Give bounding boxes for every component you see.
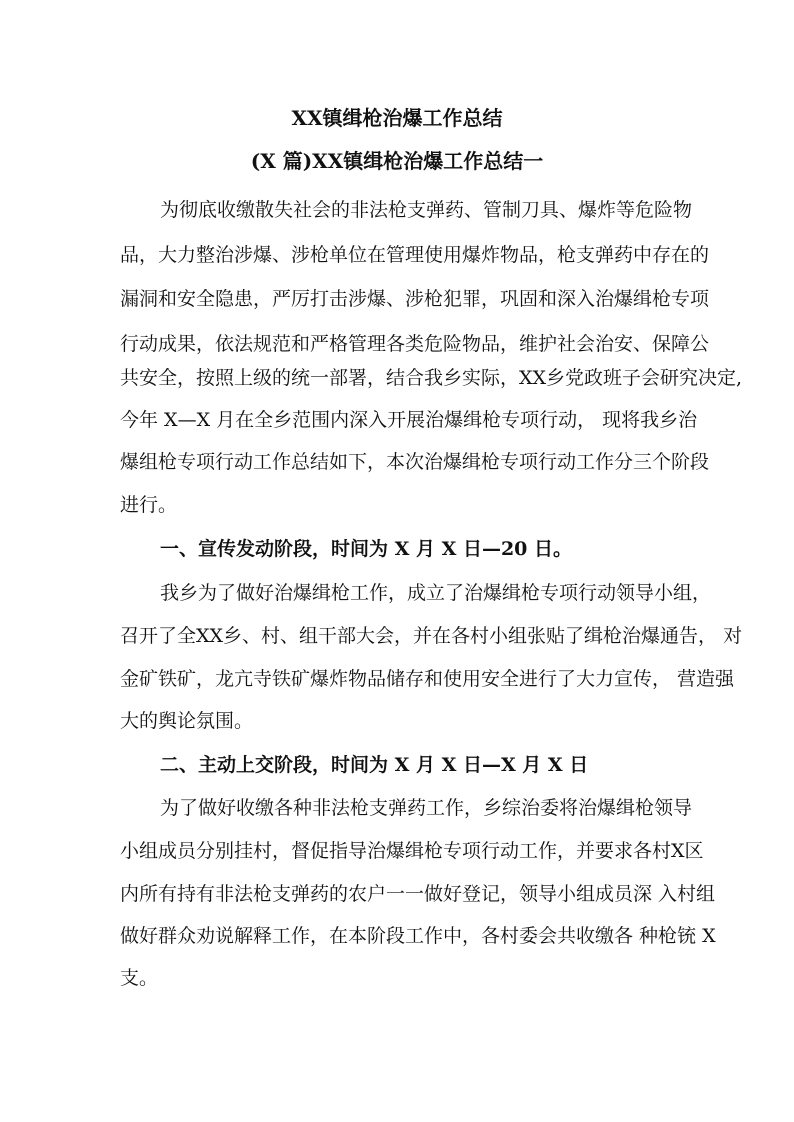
paragraph-1-line: 漏洞和安全隐患，严厉打击涉爆、涉枪犯罪，巩固和深入治爆缉枪专项 (120, 288, 710, 310)
paragraph-2-line: 召开了全XX乡、村、组干部大会，并在各村小组张贴了缉枪治爆通告， 对 (120, 625, 743, 647)
paragraph-3-line: 支。 (120, 967, 159, 989)
paragraph-1-line: 进行。 (120, 494, 178, 516)
paragraph-1-line: 今年 X—X 月在全乡范围内深入开展治爆缉枪专项行动， 现将我乡治 (120, 409, 698, 431)
paragraph-1-line: 爆组枪专项行动工作总结如下，本次治爆缉枪专项行动工作分三个阶段 (120, 451, 710, 473)
paragraph-3-line: 小组成员分别挂村，督促指导治爆缉枪专项行动工作，并要求各村X区 (120, 840, 704, 862)
paragraph-3-line: 内所有持有非法枪支弹药的农户一一做好登记，领导小组成员深 入村组 (120, 883, 716, 905)
paragraph-1-line: 共安全，按照上级的统一部署，结合我乡实际，XX乡党政班子会研究决定, (120, 367, 743, 389)
paragraph-3-line: 做好群众劝说解释工作，在本阶段工作中，各村委会共收缴各 种枪铳 X (120, 925, 716, 947)
paragraph-1-line: 为彻底收缴散失社会的非法枪支弹药、管制刀具、爆炸等危险物 (160, 199, 693, 221)
paragraph-3-line: 为了做好收缴各种非法枪支弹药工作，乡综治委将治爆缉枪领导 (160, 797, 693, 819)
paragraph-1-line: 行动成果，依法规范和严格管理各类危险物品，维护社会治安、保障公 (120, 333, 710, 355)
section-heading-2: 二、主动上交阶段，时间为 X 月 X 日—X 月 X 日 (160, 754, 589, 776)
section-heading-1: 一、宣传发动阶段，时间为 X 月 X 日—20 日。 (160, 538, 572, 560)
paragraph-1-line: 品，大力整治涉爆、涉枪单位在管理使用爆炸物品，枪支弹药中存在的 (120, 244, 710, 266)
document-title: XX镇缉枪治爆工作总结 (291, 106, 503, 130)
document-subtitle: (X 篇)XX镇缉枪治爆工作总结一 (250, 149, 544, 173)
paragraph-2-line: 大的舆论氛围。 (120, 710, 254, 732)
paragraph-2-line: 我乡为了做好治爆缉枪工作，成立了治爆缉枪专项行动领导小组， (160, 582, 712, 604)
paragraph-2-line: 金矿铁矿，龙亢寺铁矿爆炸物品储存和使用安全进行了大力宣传， 营造强 (120, 668, 735, 690)
